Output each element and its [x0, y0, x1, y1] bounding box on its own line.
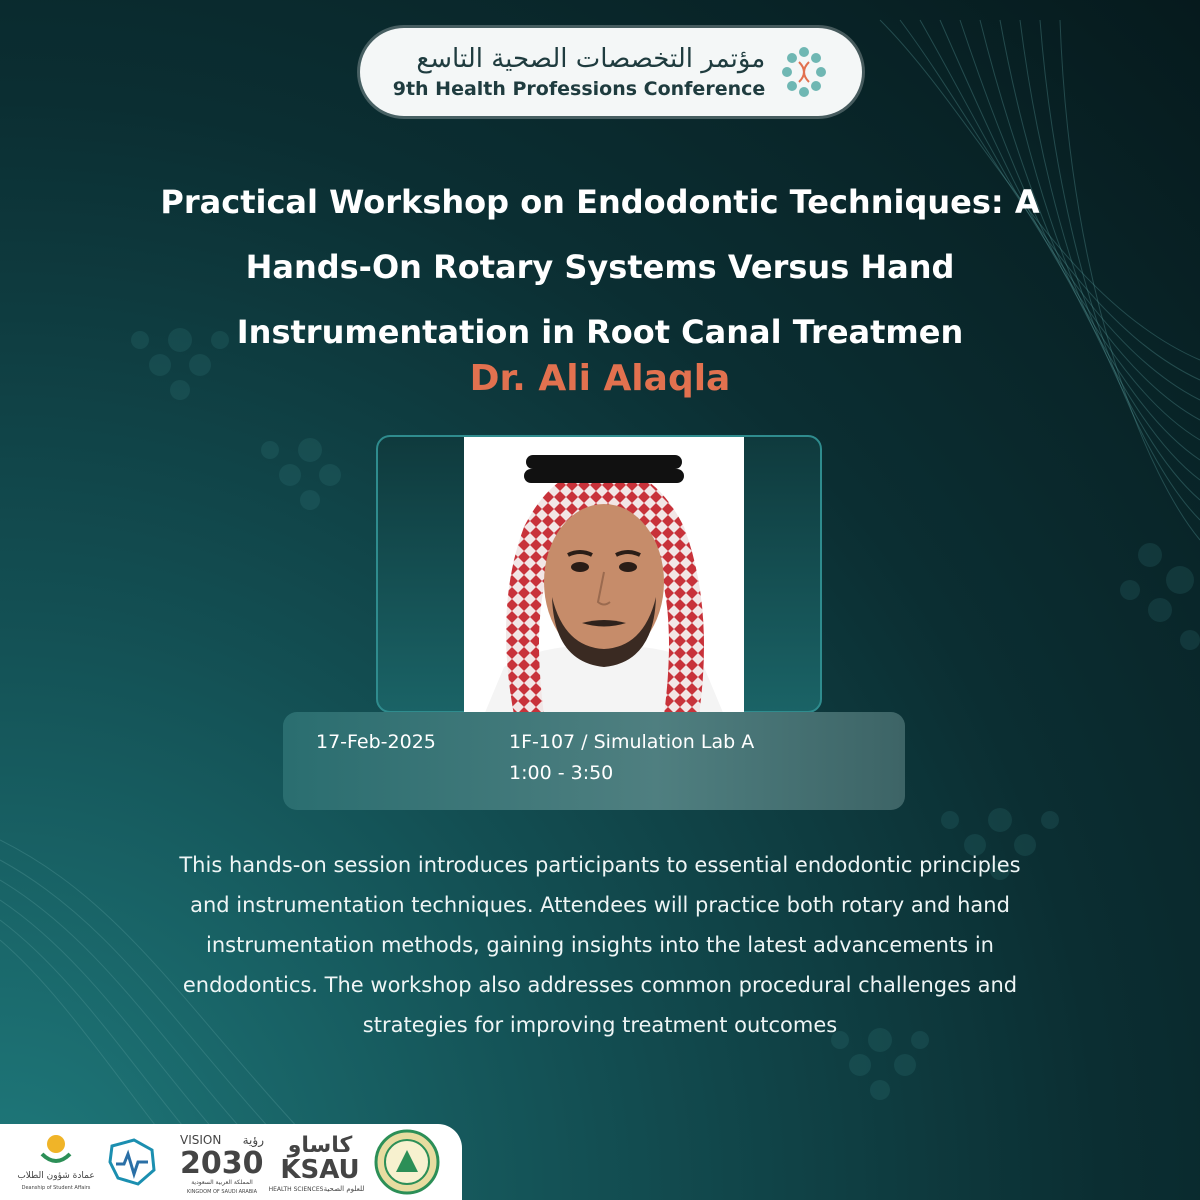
ksau-subtitle-english: HEALTH SCIENCES [268, 1186, 324, 1193]
workshop-title-line-2: Hands-On Rotary Systems Versus Hand [245, 248, 955, 286]
description-line-5: strategies for improving treatment outcomes [362, 1013, 838, 1037]
conference-title-english: 9th Health Professions Conference [392, 78, 766, 100]
conference-header [360, 28, 862, 116]
workshop-title [60, 170, 1140, 365]
vision-2030-logo-icon [176, 1130, 268, 1196]
sponsor-logos-bar [0, 1124, 462, 1200]
deanship-name-english: Deanship of Student Affairs [21, 1185, 91, 1191]
session-date: 17-Feb-2025 [316, 731, 436, 753]
speaker-photo-frame [376, 435, 822, 713]
description-line-4: endodontics. The workshop also addresses common procedural challenges and [182, 973, 1018, 997]
session-location: 1F-107 / Simulation Lab A [509, 731, 755, 753]
deanship-logo-icon [17, 1128, 95, 1194]
session-time: 1:00 - 3:50 [509, 762, 614, 784]
workshop-title-line-1: Practical Workshop on Endodontic Techniques: A [160, 183, 1040, 221]
workshop-description [100, 845, 1100, 1045]
workshop-title-line-3: Instrumentation in Root Canal Treatmen [236, 313, 964, 351]
vision-label: VISION [180, 1133, 222, 1147]
conference-title [393, 42, 766, 102]
vision-kingdom-english: KINGDOM OF SAUDI ARABIA [186, 1189, 258, 1195]
speaker-photo-icon [464, 437, 744, 715]
speaker-name: Dr. Ali Alaqla [469, 358, 731, 399]
deanship-name-arabic: عمادة شؤون الطلاب [17, 1171, 95, 1181]
ksau-subtitle-arabic: للعلوم الصحية [323, 1185, 365, 1193]
description-line-1: This hands-on session introduces participants to essential endodontic principles [179, 853, 1021, 877]
ksau-logo-icon [270, 1128, 370, 1196]
conference-flower-logo-icon [779, 42, 829, 102]
ksau-name-arabic: كاساو [287, 1133, 353, 1158]
health-ministry-logo-icon [104, 1134, 160, 1190]
description-line-2: and instrumentation techniques. Attendees will practice both rotary and hand [190, 893, 1010, 917]
session-info-box [283, 712, 905, 810]
university-seal-logo-icon [372, 1128, 442, 1196]
conference-title-arabic: مؤتمر التخصصات الصحية التاسع [416, 44, 766, 74]
vision-kingdom-arabic: المملكة العربية السعودية [191, 1179, 253, 1186]
ksau-name-english: KSAU [280, 1155, 360, 1185]
description-line-3: instrumentation methods, gaining insights into the latest advancements in [206, 933, 994, 957]
vision-label-arabic: رؤية [242, 1133, 264, 1147]
vision-year: 2030 [180, 1146, 264, 1181]
